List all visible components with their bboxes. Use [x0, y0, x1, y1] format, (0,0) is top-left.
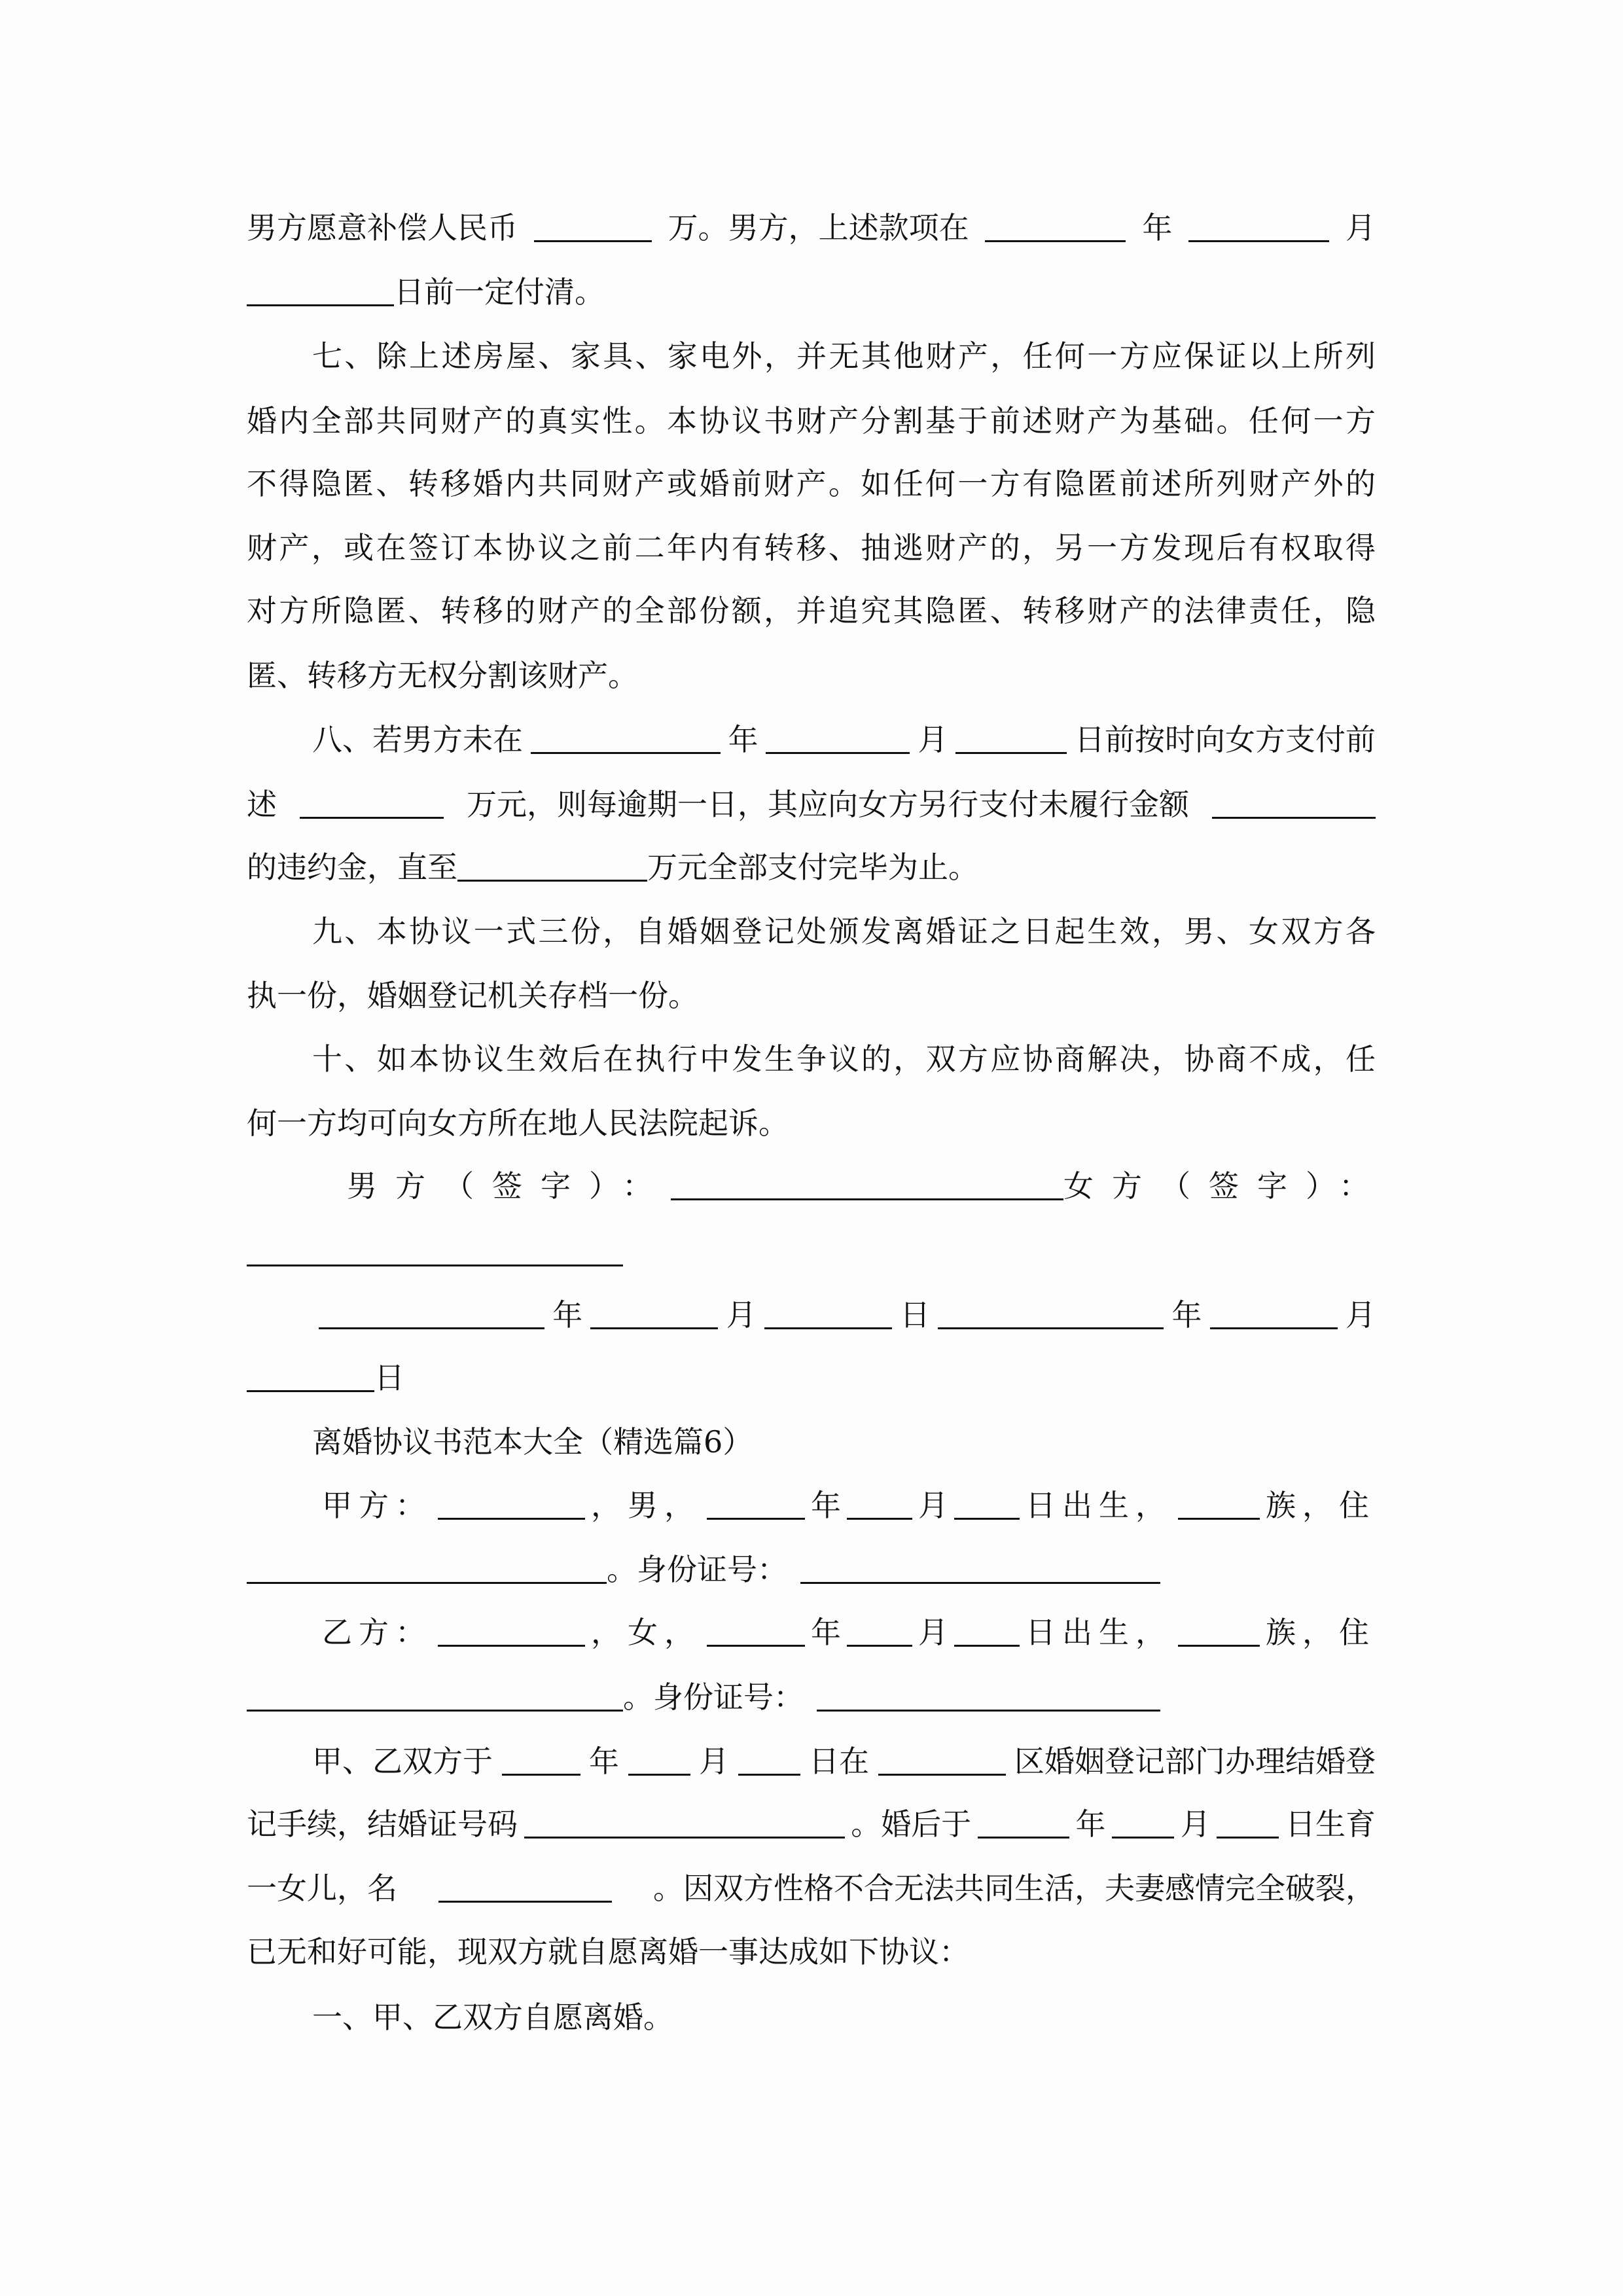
text-segment: 月 — [918, 1488, 948, 1523]
text-segment: ，男， — [591, 1488, 701, 1523]
text-segment: 月 — [699, 1744, 729, 1779]
party-b-birth-month-field[interactable] — [847, 1642, 912, 1647]
text-segment: 月 — [726, 1297, 757, 1333]
text-segment: 日在 — [809, 1744, 869, 1779]
fill-blank-month[interactable] — [766, 749, 910, 754]
text-line — [247, 464, 1376, 503]
text-segment: 年 — [811, 1615, 841, 1650]
party-b-address-field[interactable] — [247, 1707, 623, 1712]
party-a-birth-month-field[interactable] — [847, 1515, 912, 1520]
paragraph-10-line — [312, 1039, 1376, 1079]
text-segment: 年 — [1075, 1806, 1106, 1842]
section-title-text: 离婚协议书范本大全（精选篇6） — [312, 1424, 753, 1460]
text-line — [247, 1550, 1376, 1589]
female-signature-label: 女方（签字）： — [1063, 1168, 1387, 1204]
party-b-ethnicity-field[interactable] — [1178, 1642, 1260, 1647]
party-b-line — [322, 1613, 1376, 1652]
male-signature-label: 男方（签字）： — [347, 1168, 671, 1204]
party-b-id-field[interactable] — [817, 1707, 1160, 1712]
section-title — [312, 1422, 1441, 1462]
party-b-name-field[interactable] — [438, 1642, 585, 1647]
party-b-birth-day-field[interactable] — [954, 1642, 1020, 1647]
text-segment: 日出生， — [1026, 1615, 1172, 1650]
text-segment: 年 — [589, 1744, 619, 1779]
marriage-month-field[interactable] — [628, 1771, 690, 1776]
fill-blank-month[interactable] — [1188, 238, 1329, 242]
birth-day-field[interactable] — [1217, 1834, 1279, 1839]
text-line — [247, 401, 1376, 440]
text-segment: 财产，或在签订本协议之前二年内有转移、抽逃财产的，另一方发现后有权取得 — [247, 530, 1378, 565]
text-segment: 族，住 — [1266, 1488, 1376, 1523]
text-segment: 月 — [918, 1615, 948, 1650]
fill-blank-amount[interactable] — [534, 238, 652, 242]
text-segment: 何一方均可向女方所在地人民法院起诉。 — [247, 1105, 789, 1141]
text-segment: 婚内全部共同财产的真实性。本协议书财产分割基于前述财产为基础。任何一方 — [247, 403, 1378, 439]
male-signature-field[interactable] — [671, 1196, 1063, 1200]
fill-blank-amount[interactable] — [457, 877, 647, 882]
text-line — [247, 656, 1376, 695]
text-segment: 男方愿意补偿人民币 — [247, 210, 518, 245]
text-segment: 。婚后于 — [851, 1806, 972, 1842]
fill-blank-month[interactable] — [590, 1325, 718, 1329]
fill-blank-year[interactable] — [531, 749, 721, 754]
text-segment: 九、本协议一式三份，自婚姻登记处颁发离婚证之日起生效，男、女双方各 — [312, 914, 1378, 949]
marriage-info-line — [312, 1742, 1376, 1781]
daughter-name-field[interactable] — [438, 1898, 612, 1903]
birth-year-field[interactable] — [978, 1834, 1069, 1839]
text-segment: 匿、转移方无权分割该财产。 — [247, 658, 638, 693]
text-segment: 年 — [1171, 1297, 1202, 1333]
marriage-cert-number-field[interactable] — [524, 1834, 845, 1839]
text-segment: 八、若男方未在 — [312, 722, 523, 757]
marriage-year-field[interactable] — [502, 1771, 580, 1776]
party-a-line — [322, 1486, 1376, 1525]
fill-blank-day[interactable] — [764, 1325, 892, 1329]
text-segment: 月 — [918, 722, 948, 757]
text-segment: 七、除上述房屋、家具、家电外，并无其他财产，任何一方应保证以上所列 — [312, 338, 1378, 374]
female-signature-field[interactable] — [247, 1262, 623, 1266]
text-segment: 一女儿，名 — [247, 1871, 397, 1906]
text-line — [247, 272, 1376, 312]
text-segment: 日前按时向女方支付前 — [1074, 722, 1376, 757]
text-segment: 十、如本协议生效后在执行中发生争议的，双方应协商解决，协商不成，任 — [312, 1041, 1378, 1077]
text-segment: 万。男方，上述款项在 — [668, 210, 969, 245]
text-segment: 乙方： — [322, 1615, 432, 1650]
text-segment: 甲、乙双方于 — [312, 1744, 493, 1779]
text-segment: 万元，则每逾期一日，其应向女方另行支付未履行金额 — [467, 787, 1189, 822]
fill-blank-amount[interactable] — [300, 814, 444, 819]
district-field[interactable] — [878, 1771, 1006, 1776]
text-segment: 区婚姻登记部门办理结婚登 — [1014, 1744, 1376, 1779]
text-segment: 对方所隐匿、转移的财产的全部份额，并追究其隐匿、转移财产的法律责任，隐 — [247, 593, 1378, 628]
fill-blank-month[interactable] — [1210, 1325, 1338, 1329]
text-line — [247, 1677, 1376, 1717]
clause-1-line — [312, 1998, 1376, 2037]
fill-blank-day[interactable] — [247, 1388, 374, 1392]
fill-blank-year[interactable] — [985, 238, 1126, 242]
paragraph-8-line — [312, 720, 1376, 759]
text-segment: 的违约金，直至 — [247, 850, 457, 885]
party-b-birth-year-field[interactable] — [707, 1642, 805, 1647]
text-line — [247, 848, 1376, 887]
party-a-id-field[interactable] — [800, 1579, 1160, 1584]
text-segment: 年 — [728, 722, 758, 757]
text-segment: 族，住 — [1266, 1615, 1376, 1650]
text-segment: 日 — [900, 1297, 931, 1333]
text-segment: 。身份证号： — [607, 1552, 787, 1587]
text-line — [247, 976, 1376, 1015]
text-segment: 年 — [811, 1488, 841, 1523]
text-segment: 执一份，婚姻登记机关存档一份。 — [247, 978, 698, 1013]
text-segment: 一、甲、乙双方自愿离婚。 — [312, 2000, 673, 2035]
text-segment: 月 — [1345, 1297, 1376, 1333]
party-a-birth-day-field[interactable] — [954, 1515, 1020, 1520]
marriage-day-field[interactable] — [738, 1771, 800, 1776]
party-a-ethnicity-field[interactable] — [1178, 1515, 1260, 1520]
birth-month-field[interactable] — [1112, 1834, 1174, 1839]
text-segment: 甲方： — [322, 1488, 432, 1523]
text-line — [247, 1103, 1376, 1143]
text-segment: 日生育 — [1285, 1806, 1376, 1842]
text-line — [247, 528, 1376, 567]
text-line — [247, 208, 1376, 247]
text-segment: 已无和好可能，现双方就自愿离婚一事达成如下协议： — [247, 1934, 969, 1969]
fill-blank-day[interactable] — [955, 749, 1067, 754]
text-line — [247, 591, 1376, 630]
paragraph-7-line — [312, 336, 1376, 376]
text-segment: 不得隐匿、转移婚内共同财产或婚前财产。如任何一方有隐匿前述所列财产外的 — [247, 466, 1378, 501]
text-segment: 。因双方性格不合无法共同生活，夫妻感情完全破裂， — [653, 1871, 1376, 1906]
text-segment: 月 — [1345, 210, 1376, 245]
date-line — [319, 1295, 1376, 1335]
fill-blank-year[interactable] — [938, 1325, 1164, 1329]
text-line — [247, 785, 1376, 824]
fill-blank-penalty[interactable] — [1212, 814, 1376, 819]
text-segment: 述 — [247, 787, 277, 822]
text-line — [247, 1932, 1376, 1971]
text-segment: 记手续，结婚证号码 — [247, 1806, 518, 1842]
fill-blank-year[interactable] — [319, 1325, 544, 1329]
text-line — [247, 1869, 1376, 1908]
text-segment: 万元全部支付完毕为止。 — [647, 850, 978, 885]
text-segment: 月 — [1180, 1806, 1211, 1842]
paragraph-9-line — [312, 912, 1376, 951]
party-a-address-field[interactable] — [247, 1579, 607, 1584]
party-a-birth-year-field[interactable] — [707, 1515, 805, 1520]
signature-line — [347, 1166, 1387, 1206]
text-segment: 。身份证号： — [623, 1679, 804, 1715]
text-segment: ，女， — [591, 1615, 701, 1650]
text-line — [247, 1804, 1376, 1844]
party-a-name-field[interactable] — [438, 1515, 585, 1520]
text-segment: 日 — [374, 1360, 404, 1395]
fill-blank-day[interactable] — [247, 302, 394, 306]
text-segment: 年 — [1142, 210, 1173, 245]
text-segment: 日前一定付清。 — [394, 274, 605, 310]
text-segment: 年 — [552, 1297, 583, 1333]
text-line — [247, 1232, 1376, 1272]
text-segment: 日出生， — [1026, 1488, 1172, 1523]
text-line — [247, 1358, 1376, 1397]
